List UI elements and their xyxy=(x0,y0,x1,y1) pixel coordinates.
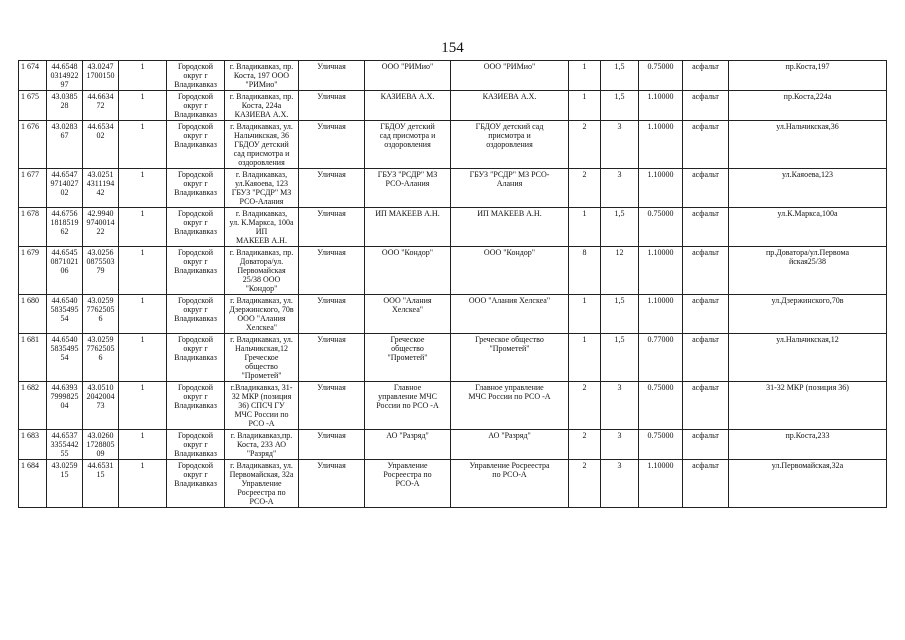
cell-longitude: 43.0510 2042004 73 xyxy=(83,382,119,430)
cell-latitude: 44.6540 5835495 54 xyxy=(47,334,83,382)
cell-organization: ООО "Кондор" xyxy=(451,247,569,295)
cell-latitude: 43.0283 67 xyxy=(47,121,83,169)
cell-location: пр.Доватора/ул.Первома йская25/38 xyxy=(729,247,887,295)
table-row xyxy=(19,91,887,121)
cell-longitude: 44.6534 02 xyxy=(83,121,119,169)
cell-longitude: 43.0259 7762505 6 xyxy=(83,334,119,382)
cell-row-number: 1 682 xyxy=(19,382,47,430)
cell-location: ул.Каяоева,123 xyxy=(729,169,887,208)
cell-coefficient: 1.10000 xyxy=(639,247,683,295)
cell-count: 1 xyxy=(119,382,167,430)
cell-road-type: Уличная xyxy=(299,169,365,208)
cell-organization: КАЗИЕВА А.Х. xyxy=(451,91,569,121)
cell-municipality: Городской округ г Владикавказ xyxy=(167,382,225,430)
cell-row-number: 1 675 xyxy=(19,91,47,121)
cell-count: 1 xyxy=(119,247,167,295)
table-row xyxy=(19,61,887,91)
cell-longitude: 43.0247 1700150 xyxy=(83,61,119,91)
cell-latitude: 44.6548 0314922 97 xyxy=(47,61,83,91)
cell-coefficient: 0.75000 xyxy=(639,430,683,460)
cell-owner: ГБУЗ "РСДР" МЗ РСО-Алания xyxy=(365,169,451,208)
cell-count: 1 xyxy=(119,334,167,382)
page-number: 154 xyxy=(441,40,464,56)
cell-road-type: Уличная xyxy=(299,460,365,508)
cell-row-number: 1 683 xyxy=(19,430,47,460)
cell-municipality: Городской округ г Владикавказ xyxy=(167,460,225,508)
cell-surface: асфальт xyxy=(683,382,729,430)
cell-count: 1 xyxy=(119,430,167,460)
cell-longitude: 44.6531 15 xyxy=(83,460,119,508)
cell-row-number: 1 678 xyxy=(19,208,47,247)
cell-surface: асфальт xyxy=(683,61,729,91)
cell-longitude: 44.6634 72 xyxy=(83,91,119,121)
cell-containers: 1 xyxy=(569,91,601,121)
table-row xyxy=(19,460,887,508)
cell-count: 1 xyxy=(119,61,167,91)
cell-location: ул.Нальчикская,36 xyxy=(729,121,887,169)
cell-owner: Греческое общество "Прометей" xyxy=(365,334,451,382)
cell-coefficient: 0.75000 xyxy=(639,382,683,430)
cell-surface: асфальт xyxy=(683,121,729,169)
cell-location: 31-32 МКР (позиция 36) xyxy=(729,382,887,430)
cell-surface: асфальт xyxy=(683,334,729,382)
cell-municipality: Городской округ г Владикавказ xyxy=(167,430,225,460)
cell-containers: 8 xyxy=(569,247,601,295)
table-row xyxy=(19,169,887,208)
cell-coefficient: 1.10000 xyxy=(639,295,683,334)
cell-municipality: Городской округ г Владикавказ xyxy=(167,295,225,334)
table-row xyxy=(19,247,887,295)
cell-count: 1 xyxy=(119,121,167,169)
cell-volume: 12 xyxy=(601,247,639,295)
cell-containers: 2 xyxy=(569,169,601,208)
cell-volume: 3 xyxy=(601,382,639,430)
table-row xyxy=(19,295,887,334)
cell-organization: АО "Разряд" xyxy=(451,430,569,460)
table-row xyxy=(19,121,887,169)
cell-road-type: Уличная xyxy=(299,430,365,460)
cell-count: 1 xyxy=(119,295,167,334)
cell-volume: 1,5 xyxy=(601,91,639,121)
cell-latitude: 44.6547 9714027 02 xyxy=(47,169,83,208)
cell-surface: асфальт xyxy=(683,460,729,508)
cell-longitude: 43.0256 0875503 79 xyxy=(83,247,119,295)
cell-organization: ООО "РИМио" xyxy=(451,61,569,91)
cell-owner: ИП МАКЕЕВ А.Н. xyxy=(365,208,451,247)
cell-road-type: Уличная xyxy=(299,334,365,382)
cell-row-number: 1 680 xyxy=(19,295,47,334)
cell-volume: 3 xyxy=(601,460,639,508)
cell-address: г. Владикавказ, пр. Доватора/ул. Первомайская 25/38 ООО "Кондор" xyxy=(225,247,299,295)
cell-organization: Управление Росреестра по РСО-А xyxy=(451,460,569,508)
cell-longitude: 43.0251 4311194 42 xyxy=(83,169,119,208)
cell-address: г. Владикавказ, ул. Нальчикская, 36 ГБДОУ детский сад присмотра и оздоровления xyxy=(225,121,299,169)
cell-organization: ИП МАКЕЕВ А.Н. xyxy=(451,208,569,247)
cell-location: пр.Коста,197 xyxy=(729,61,887,91)
cell-owner: ООО "РИМио" xyxy=(365,61,451,91)
cell-owner: Главное управление МЧС России по РСО -А xyxy=(365,382,451,430)
cell-volume: 1,5 xyxy=(601,334,639,382)
cell-surface: асфальт xyxy=(683,430,729,460)
cell-containers: 2 xyxy=(569,382,601,430)
table-row xyxy=(19,208,887,247)
cell-location: пр.Коста,224а xyxy=(729,91,887,121)
cell-row-number: 1 677 xyxy=(19,169,47,208)
cell-surface: асфальт xyxy=(683,169,729,208)
cell-surface: асфальт xyxy=(683,208,729,247)
table-row xyxy=(19,382,887,430)
cell-row-number: 1 674 xyxy=(19,61,47,91)
cell-containers: 2 xyxy=(569,460,601,508)
cell-location: пр.Коста,233 xyxy=(729,430,887,460)
cell-surface: асфальт xyxy=(683,91,729,121)
cell-owner: АО "Разряд" xyxy=(365,430,451,460)
cell-road-type: Уличная xyxy=(299,208,365,247)
cell-containers: 1 xyxy=(569,208,601,247)
cell-count: 1 xyxy=(119,91,167,121)
cell-owner: ООО "Алания Хелскеа" xyxy=(365,295,451,334)
cell-row-number: 1 679 xyxy=(19,247,47,295)
cell-municipality: Городской округ г Владикавказ xyxy=(167,61,225,91)
cell-road-type: Уличная xyxy=(299,295,365,334)
cell-address: г. Владикавказ, ул.Каяоева, 123 ГБУЗ "РСДР" МЗ РСО-Алания xyxy=(225,169,299,208)
cell-coefficient: 1.10000 xyxy=(639,460,683,508)
cell-address: г. Владикавказ,пр. Коста, 233 АО "Разряд" xyxy=(225,430,299,460)
cell-row-number: 1 676 xyxy=(19,121,47,169)
cell-organization: ГБДОУ детский сад присмотра и оздоровления xyxy=(451,121,569,169)
cell-longitude: 43.0260 1728805 09 xyxy=(83,430,119,460)
cell-surface: асфальт xyxy=(683,247,729,295)
cell-municipality: Городской округ г Владикавказ xyxy=(167,169,225,208)
cell-municipality: Городской округ г Владикавказ xyxy=(167,121,225,169)
cell-latitude: 44.6756 1818519 62 xyxy=(47,208,83,247)
cell-address: г. Владикавказ, ул. Дзержинского, 70в ООО "Алания Хелскеа" xyxy=(225,295,299,334)
cell-latitude: 43.0259 15 xyxy=(47,460,83,508)
cell-containers: 1 xyxy=(569,61,601,91)
cell-count: 1 xyxy=(119,460,167,508)
cell-latitude: 44.6537 3355442 55 xyxy=(47,430,83,460)
cell-address: г. Владикавказ, ул. К.Маркса, 100а ИП МАКЕЕВ А.Н. xyxy=(225,208,299,247)
cell-latitude: 44.6540 5835495 54 xyxy=(47,295,83,334)
cell-volume: 1,5 xyxy=(601,61,639,91)
cell-organization: ООО "Алания Хелскеа" xyxy=(451,295,569,334)
cell-address: г.Владикавказ, 31- 32 МКР (позиция 36) СПСЧ ГУ МЧС России по РСО -А xyxy=(225,382,299,430)
cell-containers: 1 xyxy=(569,334,601,382)
cell-volume: 3 xyxy=(601,430,639,460)
cell-location: ул.Нальчикская,12 xyxy=(729,334,887,382)
cell-owner: ГБДОУ детский сад присмотра и оздоровления xyxy=(365,121,451,169)
cell-row-number: 1 684 xyxy=(19,460,47,508)
cell-row-number: 1 681 xyxy=(19,334,47,382)
cell-coefficient: 0.77000 xyxy=(639,334,683,382)
cell-latitude: 43.0385 28 xyxy=(47,91,83,121)
cell-road-type: Уличная xyxy=(299,121,365,169)
cell-location: ул.К.Маркса,100а xyxy=(729,208,887,247)
cell-surface: асфальт xyxy=(683,295,729,334)
table-row xyxy=(19,334,887,382)
cell-organization: Греческое общество "Прометей" xyxy=(451,334,569,382)
cell-containers: 2 xyxy=(569,430,601,460)
cell-owner: КАЗИЕВА А.Х. xyxy=(365,91,451,121)
cell-location: ул.Первомайская,32а xyxy=(729,460,887,508)
register-table xyxy=(18,60,887,508)
cell-coefficient: 1.10000 xyxy=(639,121,683,169)
cell-municipality: Городской округ г Владикавказ xyxy=(167,208,225,247)
cell-location: ул.Дзержинского,70в xyxy=(729,295,887,334)
cell-volume: 1,5 xyxy=(601,208,639,247)
cell-longitude: 42.9940 9740014 22 xyxy=(83,208,119,247)
cell-municipality: Городской округ г Владикавказ xyxy=(167,247,225,295)
cell-address: г. Владикавказ, ул. Нальчикская,12 Греческое общество "Прометей" xyxy=(225,334,299,382)
cell-road-type: Уличная xyxy=(299,247,365,295)
cell-volume: 1,5 xyxy=(601,295,639,334)
cell-longitude: 43.0259 7762505 6 xyxy=(83,295,119,334)
cell-organization: Главное управление МЧС России по РСО -А xyxy=(451,382,569,430)
cell-latitude: 44.6545 0871021 06 xyxy=(47,247,83,295)
cell-address: г. Владикавказ, пр. Коста, 197 ООО "РИМио" xyxy=(225,61,299,91)
cell-municipality: Городской округ г Владикавказ xyxy=(167,91,225,121)
cell-road-type: Уличная xyxy=(299,91,365,121)
cell-address: г. Владикавказ, пр. Коста, 224а КАЗИЕВА А.Х. xyxy=(225,91,299,121)
cell-owner: ООО "Кондор" xyxy=(365,247,451,295)
cell-containers: 1 xyxy=(569,295,601,334)
cell-owner: Управление Росреестра по РСО-А xyxy=(365,460,451,508)
cell-containers: 2 xyxy=(569,121,601,169)
cell-volume: 3 xyxy=(601,169,639,208)
cell-coefficient: 1.10000 xyxy=(639,91,683,121)
cell-count: 1 xyxy=(119,208,167,247)
cell-organization: ГБУЗ "РСДР" МЗ РСО- Алания xyxy=(451,169,569,208)
table-row xyxy=(19,430,887,460)
cell-count: 1 xyxy=(119,169,167,208)
cell-road-type: Уличная xyxy=(299,382,365,430)
cell-municipality: Городской округ г Владикавказ xyxy=(167,334,225,382)
cell-volume: 3 xyxy=(601,121,639,169)
cell-latitude: 44.6393 7999825 04 xyxy=(47,382,83,430)
cell-coefficient: 0.75000 xyxy=(639,61,683,91)
cell-address: г. Владикавказ, ул. Первомайская, 32а Управление Росреестра по РСО-А xyxy=(225,460,299,508)
cell-coefficient: 1.10000 xyxy=(639,169,683,208)
cell-coefficient: 0.75000 xyxy=(639,208,683,247)
cell-road-type: Уличная xyxy=(299,61,365,91)
